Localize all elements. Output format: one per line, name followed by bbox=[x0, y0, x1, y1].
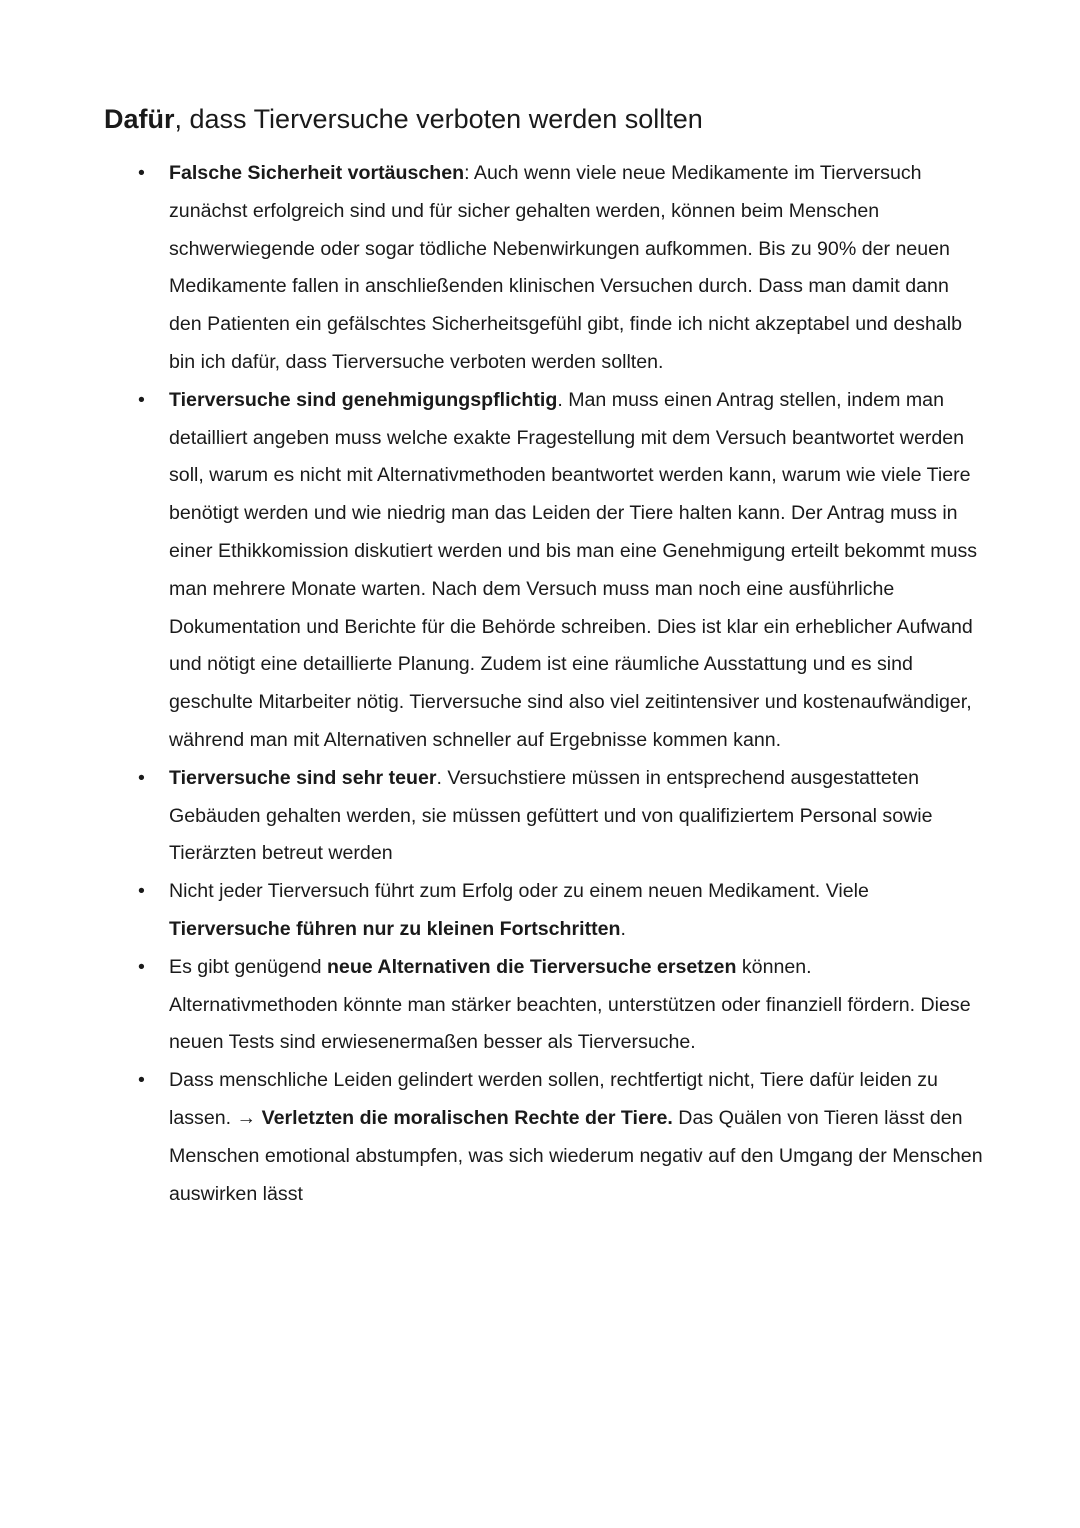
item-emphasis: neue Alternativen die Tierversuche ersetzen bbox=[326, 955, 737, 978]
item-emphasis: Tierversuche sind genehmigungspflichtig bbox=[169, 388, 558, 411]
list-item bbox=[169, 382, 984, 760]
list-item bbox=[169, 1062, 984, 1213]
item-emphasis: Tierversuche sind sehr teuer bbox=[169, 766, 437, 789]
list-item bbox=[169, 760, 984, 873]
heading-rest: , dass Tierversuche verboten werden sollten bbox=[174, 104, 703, 134]
item-text: Das Quälen von Tieren lässt den Menschen emotional abstumpfen, was sich wiederum negativ auf den Umgang der Menschen auswirken lässt bbox=[169, 1106, 983, 1205]
list-item bbox=[169, 873, 984, 949]
argument-list bbox=[169, 155, 984, 1213]
document-heading bbox=[104, 101, 703, 137]
item-text: . Man muss einen Antrag stellen, indem man detailliert angeben muss welche exakte Fragestellung mit dem Versuch beantwortet werden soll, warum es nicht mit Alternativmethoden beantwortet werden kann, warum wie viele Tiere benötigt werden und wie niedrig man das Leiden der Tiere halten kann. Der Antrag muss in einer Ethikkomission diskutiert werden und bis man eine Genehmigung erteilt bekommt muss man mehrere Monate warten. Nach dem Versuch muss man noch eine ausführliche Dokumentation und Berichte für die Behörde schreiben. Dies ist klar ein erheblicher Aufwand und nötigt eine detaillierte Planung. Zudem ist eine räumliche Ausstattung und es sind geschulte Mitarbeiter nötig. Tierversuche sind also viel zeitintensiver und kostenaufwändiger, während man mit Alternativen schneller auf Ergebnisse kommen kann. bbox=[169, 388, 978, 751]
list-item bbox=[169, 949, 984, 1062]
item-text: . Versuchstiere müssen in entsprechend ausgestatteten Gebäuden gehalten werden, sie müssen gefüttert und von qualifiziertem Personal sowie Tierärzten betreut werden bbox=[169, 766, 933, 865]
item-text: Nicht jeder Tierversuch führt zum Erfolg oder zu einem neuen Medikament. Viele bbox=[169, 880, 869, 903]
heading-bold: Dafür bbox=[104, 104, 175, 134]
item-text: Es gibt genügend bbox=[169, 955, 327, 978]
item-emphasis: Falsche Sicherheit vortäuschen bbox=[169, 162, 465, 184]
item-text: : Auch wenn viele neue Medikamente im Tierversuch zunächst erfolgreich sind und für sicher gehalten werden, können beim Menschen schwerwiegende oder sogar tödliche Nebenwirkungen aufkommen. Bis zu 90% der neuen Medikamente fallen in anschließenden klinischen Versuchen durch. Dass man damit dann den Patienten ein gefälschtes Sicherheitsgefühl gibt, finde ich nicht akzeptabel und deshalb bin ich dafür, dass Tierversuche verboten werden sollten. bbox=[169, 162, 963, 373]
item-text: Dass menschliche Leiden gelindert werden sollen, rechtfertigt nicht, Tiere dafür leiden zu lassen. → bbox=[169, 1069, 938, 1129]
item-text: . bbox=[620, 917, 626, 940]
item-text: können. Alternativmethoden könnte man stärker beachten, unterstützen oder finanziell fördern. Diese neuen Tests sind erwiesenermaßen besser als Tierversuche. bbox=[169, 955, 971, 1054]
item-emphasis: Tierversuche führen nur zu kleinen Fortschritten bbox=[169, 917, 621, 940]
item-emphasis: Verletzten die moralischen Rechte der Tiere. bbox=[261, 1106, 673, 1129]
list-item bbox=[169, 155, 984, 382]
